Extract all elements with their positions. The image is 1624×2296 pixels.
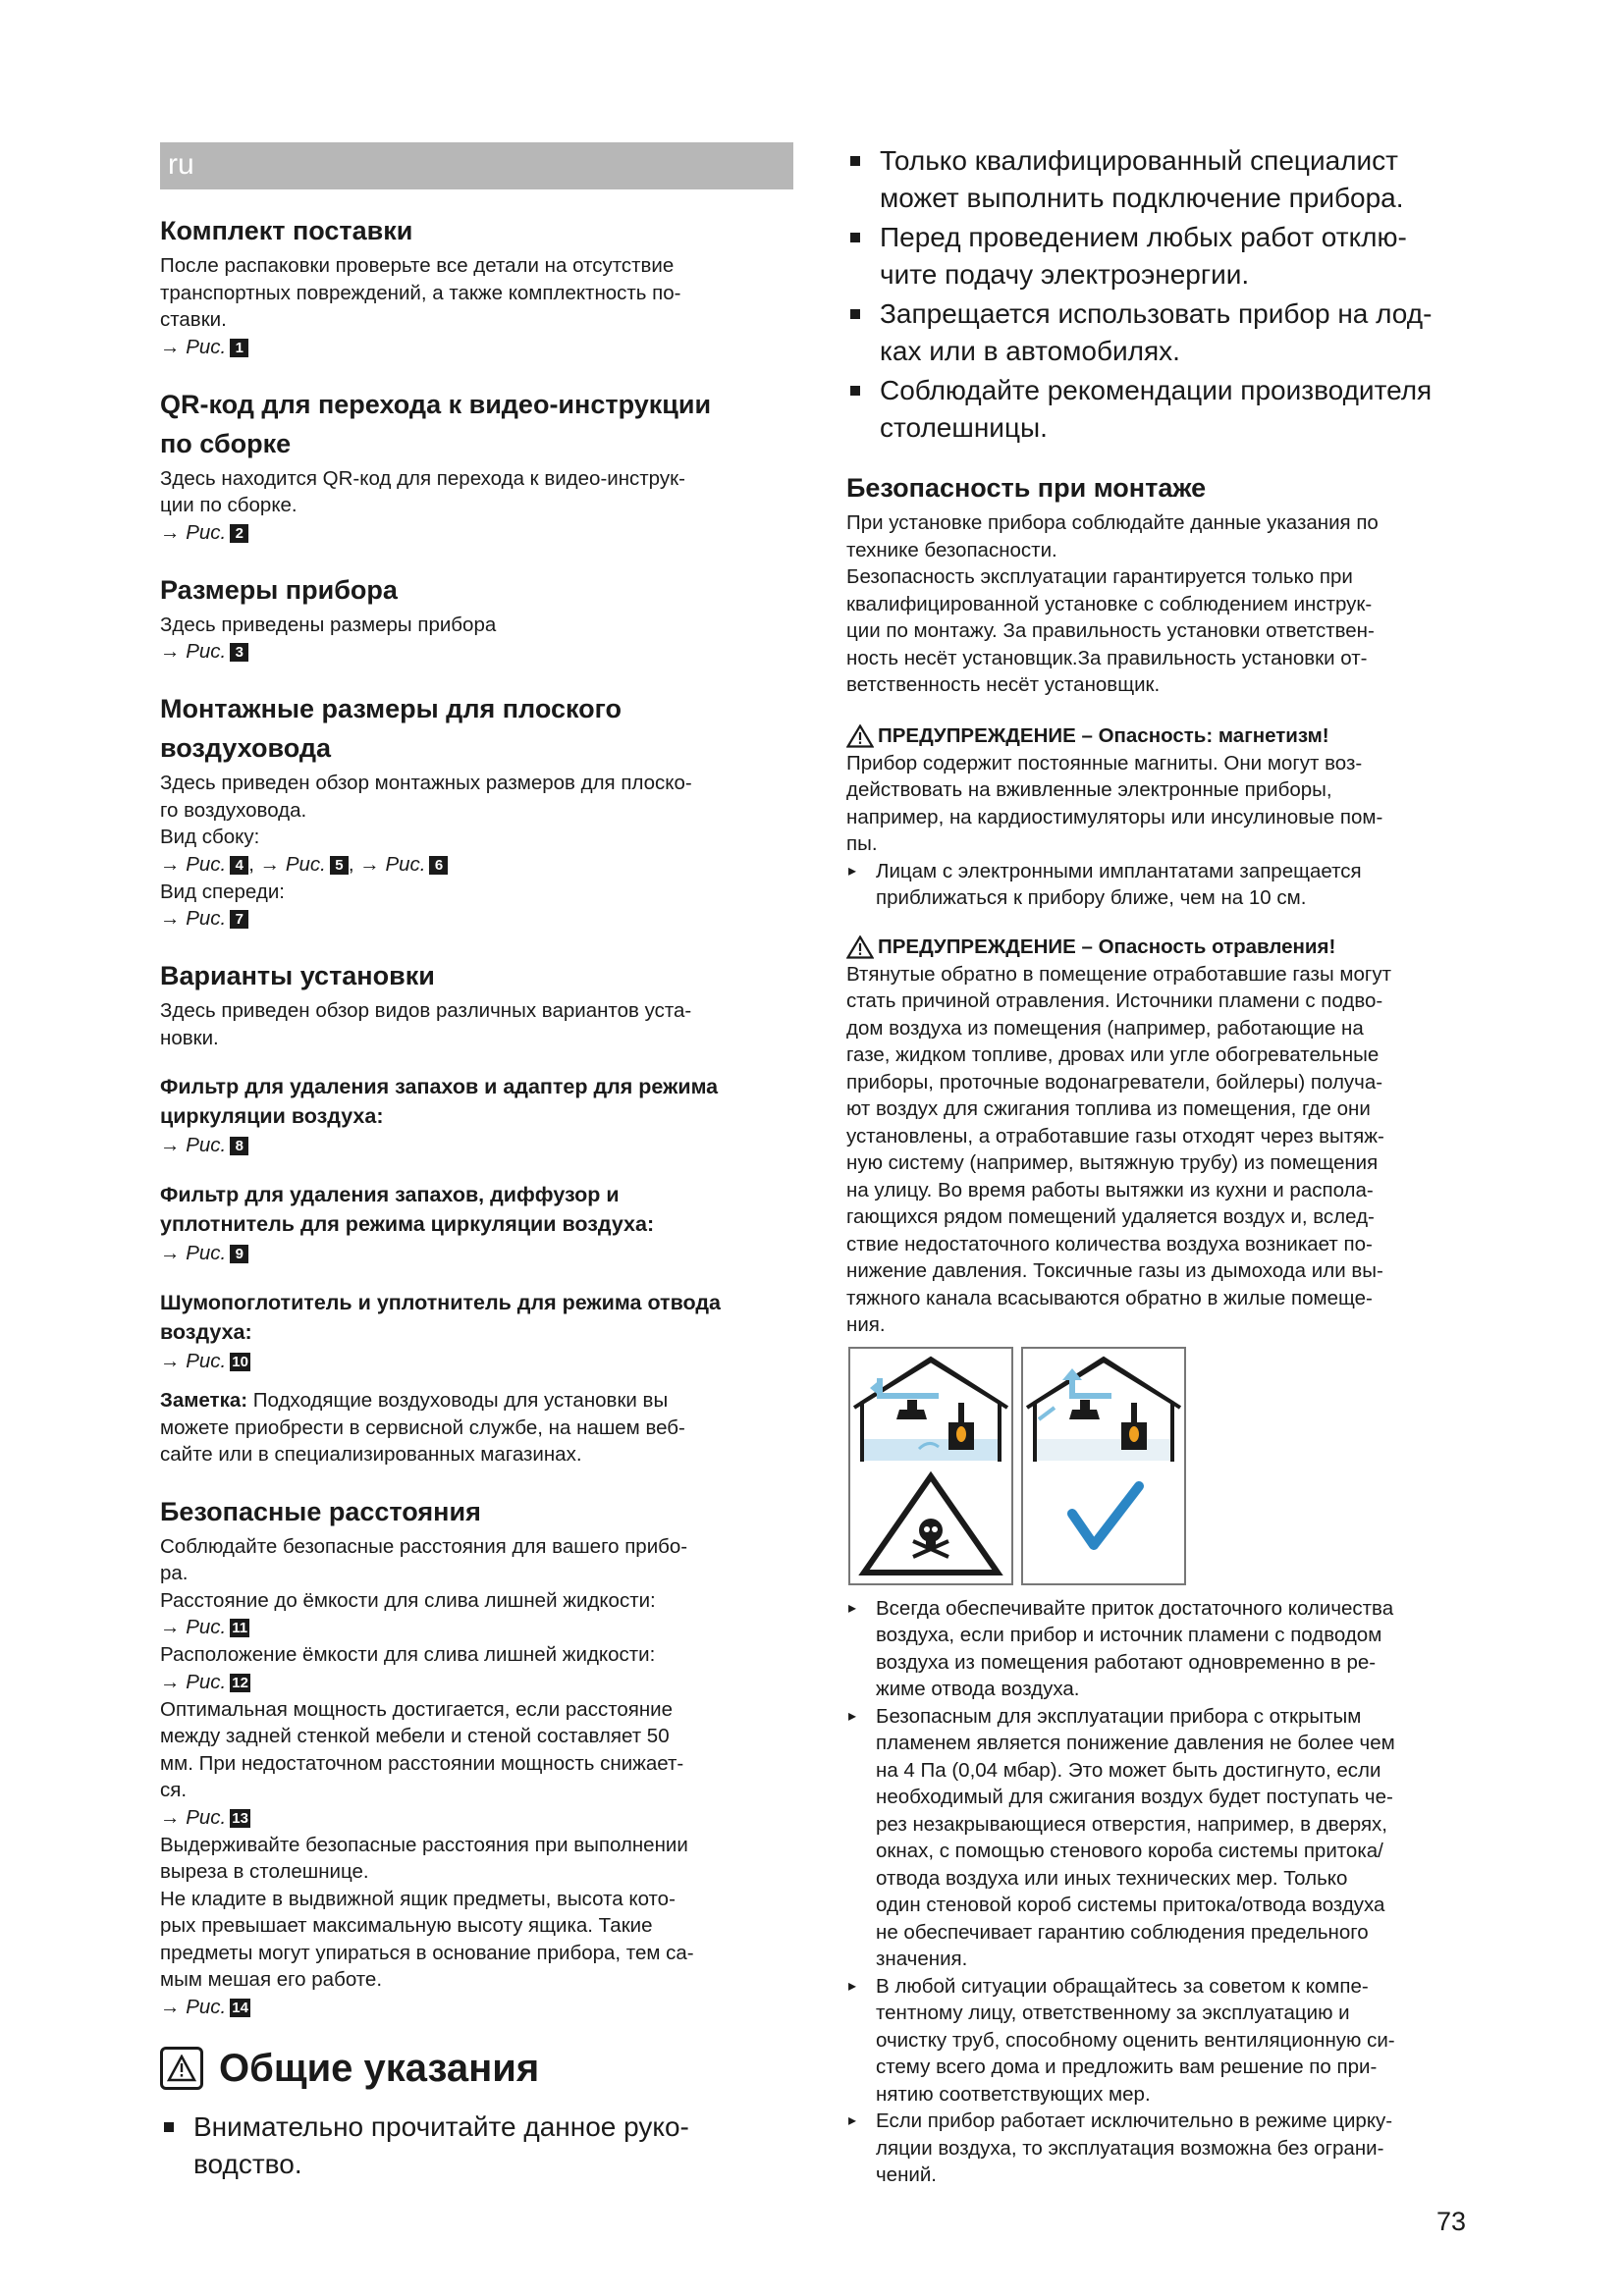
section-variants bbox=[160, 958, 793, 1468]
figure-reference: → Рис. 12 bbox=[160, 1670, 248, 1693]
text-line: нижение давления. Токсичные газы из дымохода или вы- bbox=[846, 1259, 1383, 1282]
text-line: Вид сбоку: bbox=[160, 826, 260, 848]
language-bar bbox=[160, 142, 793, 189]
figure-number: 8 bbox=[230, 1137, 248, 1155]
text-line: стать причиной отравления. Источники пламени с подво- bbox=[846, 989, 1383, 1012]
text-line: Соблюдайте безопасные расстояния для вашего прибо- bbox=[160, 1534, 688, 1558]
figure-number: 5 bbox=[330, 856, 349, 875]
figure-reference: → Рис. 8 bbox=[160, 1132, 793, 1159]
section-safe-distances bbox=[160, 1494, 793, 2021]
figure-number: 7 bbox=[230, 910, 248, 929]
figure-reference: → Рис. 14 bbox=[160, 1995, 248, 2018]
text-line: Здесь приведены размеры прибора bbox=[160, 613, 497, 636]
section-title: Монтажные размеры для плоского bbox=[160, 694, 623, 723]
text-line: тяжного канала всасываются обратно в жилые помеще- bbox=[846, 1286, 1373, 1309]
section-title: Варианты установки bbox=[160, 961, 435, 990]
section-title: Комплект поставки bbox=[160, 216, 413, 245]
text-line: газе, жидком топливе, дровах или угле обогревательные bbox=[846, 1043, 1380, 1066]
variant-silencer bbox=[160, 1289, 793, 1375]
section-title: Безопасные расстояния bbox=[160, 1496, 481, 1526]
text-line: новки. bbox=[160, 1026, 219, 1049]
general-title: Общие указания bbox=[219, 2046, 540, 2090]
text-line: квалифицированной установке с соблюдением инструк- bbox=[846, 592, 1373, 615]
left-column bbox=[160, 142, 793, 2185]
text-line: ствие недостаточного количества воздуха возникает по- bbox=[846, 1232, 1373, 1255]
text-line: Здесь находится QR-код для перехода к видео-инструк- bbox=[160, 466, 685, 490]
note-line: сайте или в специализированных магазинах. bbox=[160, 1443, 582, 1466]
text-line: Втянутые обратно в помещение отработавшие газы могут bbox=[846, 962, 1391, 986]
section-mounting bbox=[160, 691, 793, 933]
warning-title: ПРЕДУПРЕЖДЕНИЕ – Опасность: магнетизм! bbox=[846, 722, 1485, 750]
list-item: Перед проведением любых работ отклю- чите подачу электроэнергии. bbox=[846, 219, 1485, 294]
figure-number: 4 bbox=[230, 856, 248, 875]
figure-reference: → Рис. 4 , → Рис. 5 , → Рис. 6 bbox=[160, 851, 793, 879]
illustration-unsafe bbox=[848, 1347, 1013, 1585]
warning-triangle-icon bbox=[846, 724, 874, 748]
text-line: ции по сборке. bbox=[160, 494, 298, 516]
text-line: ся. bbox=[160, 1779, 188, 1801]
figure-number: 11 bbox=[232, 1620, 248, 1636]
text-line: ность несёт установщик.За правильность установки от- bbox=[846, 646, 1368, 669]
text-line: Не кладите в выдвижной ящик предметы, высота кото- bbox=[160, 1887, 676, 1910]
text-line: ра. bbox=[160, 1562, 189, 1584]
figure-reference: → Рис. 2 bbox=[160, 519, 793, 547]
warning-title: ПРЕДУПРЕЖДЕНИЕ – Опасность отравления! bbox=[846, 934, 1485, 961]
text-line: Прибор содержит постоянные магниты. Они могут воз- bbox=[846, 751, 1363, 774]
figure-number: 10 bbox=[232, 1354, 248, 1370]
general-list bbox=[160, 2109, 793, 2183]
text-line: го воздуховода. bbox=[160, 798, 307, 822]
list-item: Внимательно прочитайте данное руко- водство. bbox=[160, 2109, 793, 2183]
text-line: Безопасность эксплуатации гарантируется только при bbox=[846, 565, 1353, 588]
note-line: можете приобрести в сервисной службе, на нашем веб- bbox=[160, 1415, 685, 1439]
text-line: на улицу. Во время работы вытяжки из кухни и распола- bbox=[846, 1178, 1374, 1201]
list-item: ▸ Если прибор работает исключительно в режиме цирку- ляции воздуха, то эксплуатация возможна без ограни- чений. bbox=[846, 2108, 1485, 2189]
text-line: установлены, а отработавшие газы отходят через вытяж- bbox=[846, 1124, 1384, 1148]
text-line: Здесь приведен обзор видов различных вариантов уста- bbox=[160, 999, 692, 1022]
bullet-list bbox=[846, 1595, 1485, 2189]
illustration-safe bbox=[1021, 1347, 1186, 1585]
text-line: Расположение ёмкости для слива лишней жидкости: bbox=[160, 1643, 656, 1666]
text-line: выреза в столешнице. bbox=[160, 1860, 369, 1883]
text-line: Оптимальная мощность достигается, если расстояние bbox=[160, 1697, 674, 1721]
section-title: воздуховода bbox=[160, 733, 331, 763]
bullet-list bbox=[846, 858, 1485, 912]
text-line: мым мешая его работе. bbox=[160, 1968, 383, 1991]
text-line: Расстояние до ёмкости для слива лишней жидкости: bbox=[160, 1588, 656, 1612]
text-line: дом воздуха из помещения (например, работающие на bbox=[846, 1016, 1364, 1040]
note-line: Заметка: Подходящие воздуховоды для установки вы bbox=[160, 1389, 669, 1412]
figure-number: 12 bbox=[232, 1674, 248, 1691]
warning-magnetism bbox=[846, 722, 1485, 912]
list-item: ▸ Безопасным для эксплуатации прибора с открытым пламенем является понижение давления не более чем на 4 Па (0,04 мбар). Это может быть достигнуто, если необходимый для сжигания воздух будет поступать че- рез незакрывающиеся отверстия, например, в дверях, окнах, с помощью стенового короба системы притока/ отвода воздуха или иных технических мер. Только один стеновой короб системы притока/отвода воздуха не обеспечивает гарантию соблюдения предельного значения. bbox=[846, 1703, 1485, 1973]
figure-reference: → Рис. 10 bbox=[160, 1350, 248, 1372]
text-line: ния. bbox=[846, 1313, 886, 1336]
text-line: гающихся рядом помещений удаляется воздух и, вслед- bbox=[846, 1205, 1375, 1228]
text-line: транспортных повреждений, а также комплектность по- bbox=[160, 281, 681, 304]
page-number: 73 bbox=[1436, 2207, 1467, 2236]
figure-reference: → Рис. 13 bbox=[160, 1805, 248, 1829]
text-line: ции по монтажу. За правильность установки ответствен- bbox=[846, 619, 1375, 642]
text-line: например, на кардиостимуляторы или инсулиновые пом- bbox=[846, 805, 1383, 828]
figure-reference: → Рис. 7 bbox=[160, 905, 793, 933]
text-line: ставки. bbox=[160, 308, 227, 331]
general-list-continued bbox=[846, 142, 1485, 447]
figure-number: 3 bbox=[230, 643, 248, 662]
list-item: Соблюдайте рекомендации производителя столешницы. bbox=[846, 372, 1485, 447]
subsection-title: уплотнитель для режима циркуляции воздуха: bbox=[160, 1212, 655, 1236]
text-line: ют воздух для сжигания топлива из помещения, где они bbox=[846, 1097, 1371, 1120]
variant-odour-filter-adapter bbox=[160, 1073, 793, 1159]
text-line: ветственность несёт установщик. bbox=[846, 673, 1161, 696]
section-title: по сборке bbox=[160, 428, 292, 458]
figure-reference: → Рис. 1 bbox=[160, 334, 793, 361]
text-line: мм. При недостаточном расстоянии мощность снижает- bbox=[160, 1751, 684, 1775]
illustration-pair bbox=[848, 1347, 1485, 1585]
text-line: действовать на вживленные электронные приборы, bbox=[846, 778, 1332, 801]
variant-odour-filter-diffuser bbox=[160, 1181, 793, 1267]
section-qr bbox=[160, 387, 793, 547]
subsection-title: циркуляции воздуха: bbox=[160, 1104, 384, 1128]
text-line: технике безопасности. bbox=[846, 538, 1057, 561]
text-line: После распаковки проверьте все детали на отсутствие bbox=[160, 254, 675, 277]
text-line: пы. bbox=[846, 832, 878, 855]
subsection-title: Фильтр для удаления запахов и адаптер для режима bbox=[160, 1075, 719, 1098]
warning-poisoning bbox=[846, 934, 1485, 2189]
figure-number: 1 bbox=[230, 339, 248, 357]
figure-number: 2 bbox=[230, 524, 248, 543]
section-delivery bbox=[160, 213, 793, 361]
list-item: ▸ Всегда обеспечивайте приток достаточного количества воздуха, если прибор и источник пламени с подводом воздуха из помещения работают одновременно в ре- жиме отвода воздуха. bbox=[846, 1595, 1485, 1703]
subsection-title: Фильтр для удаления запахов, диффузор и bbox=[160, 1183, 620, 1206]
subsection-title: воздуха: bbox=[160, 1320, 252, 1344]
list-item: ▸ В любой ситуации обращайтесь за советом к компе- тентному лицу, ответственному за эксплуатацию и очистку труб, способному оценить вентиляционную си- стему всего дома и предложить вам решение по при- нятию соответствующих мер. bbox=[846, 1973, 1485, 2109]
section-title: QR-код для перехода к видео-инструкции bbox=[160, 389, 712, 419]
section-title: Безопасность при монтаже bbox=[846, 473, 1207, 503]
figure-reference: → Рис. 3 bbox=[160, 638, 793, 666]
warning-icon bbox=[160, 2047, 203, 2090]
text-line: Выдерживайте безопасные расстояния при выполнении bbox=[160, 1833, 688, 1856]
figure-number: 13 bbox=[232, 1809, 248, 1827]
figure-number: 14 bbox=[232, 1999, 248, 2016]
text-line: предметы могут упираться в основание прибора, тем са- bbox=[160, 1941, 694, 1964]
list-item: Только квалифицированный специалист может выполнить подключение прибора. bbox=[846, 142, 1485, 217]
figure-reference: → Рис. 9 bbox=[160, 1240, 793, 1267]
section-install-safety bbox=[846, 470, 1485, 699]
text-line: между задней стенкой мебели и стеной составляет 50 bbox=[160, 1725, 670, 1747]
subsection-title: Шумопоглотитель и уплотнитель для режима отвода bbox=[160, 1291, 721, 1314]
list-item: Запрещается использовать прибор на лод- ках или в автомобилях. bbox=[846, 295, 1485, 370]
figure-number: 9 bbox=[230, 1245, 248, 1263]
text-line: рых превышает максимальную высоту ящика. Такие bbox=[160, 1914, 653, 1937]
figure-number: 6 bbox=[429, 856, 448, 875]
right-column bbox=[846, 142, 1485, 2215]
list-item: ▸ Лицам с электронными имплантатами запрещается приближаться к прибору ближе, чем на 10 см. bbox=[846, 858, 1485, 912]
language-label: ru bbox=[168, 148, 194, 181]
text-line: При установке прибора соблюдайте данные указания по bbox=[846, 511, 1379, 534]
section-title: Размеры прибора bbox=[160, 574, 398, 605]
text-line: приборы, проточные водонагреватели, бойлеры) получа- bbox=[846, 1070, 1383, 1094]
figure-reference: → Рис. 11 bbox=[160, 1616, 248, 1638]
section-dimensions bbox=[160, 572, 793, 667]
text-line: ную систему (например, вытяжную трубу) из помещения bbox=[846, 1151, 1379, 1174]
warning-triangle-icon bbox=[846, 935, 874, 959]
general-heading bbox=[160, 2047, 793, 2091]
text-line: Вид спереди: bbox=[160, 880, 285, 903]
text-line: Здесь приведен обзор монтажных размеров для плоско- bbox=[160, 772, 692, 794]
